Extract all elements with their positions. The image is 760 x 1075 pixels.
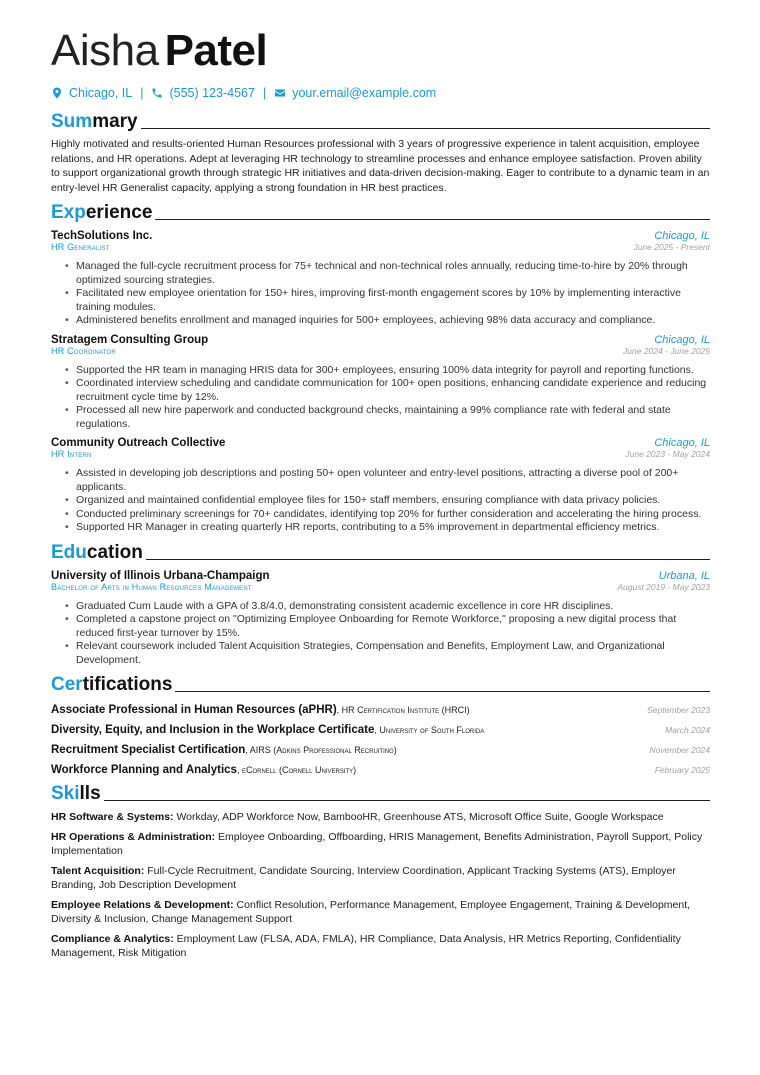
bullet-item: • Assisted in developing job descriptions and posting 50+ open volunteer and entry-level positions, attracting a diverse pool of 200+ applicants.	[76, 467, 710, 494]
bullet-item: • Relevant coursework included Talent Acquisition Strategies, Compensation and Benefits, Employment Law, and Organizational Development.	[76, 640, 710, 667]
skill-value: Workday, ADP Workforce Now, BambooHR, Greenhouse ATS, Microsoft Office Suite, Google Workspace	[173, 811, 664, 823]
section-rule	[155, 219, 710, 220]
section-title	[51, 202, 152, 224]
job-entry	[51, 230, 710, 328]
job-location: Chicago, IL	[654, 230, 710, 242]
job-location: Chicago, IL	[654, 333, 710, 346]
section-rule	[104, 800, 710, 801]
bullet-item: • Administered benefits enrollment and managed inquiries for 500+ employees, achieving 98% data accuracy and compliance.	[76, 314, 710, 328]
certification-item	[51, 704, 710, 716]
certification-name: Diversity, Equity, and Inclusion in the Workplace Certificate	[51, 724, 375, 736]
job-dates: June 2025 - Present	[633, 242, 710, 252]
job-role: HR Generalist	[51, 242, 110, 252]
section-title	[51, 674, 172, 696]
title-accent: Sum	[51, 111, 93, 132]
section-title	[51, 111, 138, 133]
job-dates: June 2024 - June 2025	[623, 345, 710, 356]
skill-group	[51, 898, 710, 927]
job-role: HR Intern	[51, 449, 92, 459]
skill-label: Compliance & Analytics:	[51, 932, 174, 945]
skill-group	[51, 864, 710, 893]
contact-email[interactable]	[274, 86, 436, 100]
bullet-item: • Conducted preliminary screenings for 70+ candidates, identifying top 20% for further consideration and accelerating the hiring process.	[76, 508, 710, 522]
certification-date: November 2024	[649, 745, 710, 755]
bullet-item: • Processed all new hire paperwork and conducted background checks, maintaining a 99% compliance rate with federal and state regulations.	[76, 404, 710, 431]
certification-issuer: , AIRS (Adkins Professional Recruiting)	[245, 745, 397, 755]
phone-icon	[151, 87, 163, 99]
section-title	[51, 542, 143, 564]
summary-text: Highly motivated and results-oriented Human Resources professional with 3 years of progressive experience in talent acquisition, employee relations, and HR operations. Adept at leveraging HR technology to streamline processes and enhance employee satisfaction. Proven ability to support organizational growth through strategic HR initiatives and data-driven decision-making. Eager to contribute to a dynamic team in an entry-level HR Generalist capacity, applying a strong foundation in HR best practices.	[51, 138, 710, 194]
certification-item	[51, 744, 710, 756]
bullet-item: • Completed a capstone project on "Optimizing Employee Onboarding for Remote Workforce," proposing a new digital process that reduced first-year turnover by 15%.	[76, 613, 710, 640]
certification-date: March 2024	[665, 725, 710, 735]
title-rest: cation	[86, 541, 143, 563]
job-company: Stratagem Consulting Group	[51, 333, 209, 346]
section-rule	[141, 128, 710, 129]
contact-phone[interactable]	[151, 86, 254, 100]
bullet-item: • Supported HR Manager in creating quarterly HR reports, contributing to a 5% improvement in departmental efficiency metrics.	[76, 521, 710, 535]
experience-heading	[51, 200, 710, 224]
title-rest: mary	[92, 111, 138, 132]
bullet-item: • Facilitated new employee orientation for 150+ hires, improving first-month engagement scores by 10% by implementing interactive training modules.	[76, 287, 710, 314]
bullet-item: • Coordinated interview scheduling and candidate communication for 100+ open positions, enhancing candidate experience and reducing recruitment cycle time by 12%.	[76, 377, 710, 404]
location-text: Chicago, IL	[69, 86, 133, 100]
section-rule	[146, 559, 710, 560]
school-name: University of Illinois Urbana-Champaign	[51, 569, 270, 582]
email-text: your.email@example.com	[292, 86, 437, 100]
skill-label: Talent Acquisition:	[51, 864, 145, 877]
map-pin-icon	[51, 87, 63, 99]
skill-value: Full-Cycle Recruitment, Candidate Sourcing, Interview Coordination, Applicant Tracking Systems (ATS), Employer Branding, Job Description Development	[51, 864, 676, 891]
job-company: Community Outreach Collective	[51, 437, 226, 449]
title-rest: erience	[85, 202, 153, 223]
title-rest: tifications	[82, 674, 173, 695]
skill-value: Conflict Resolution, Performance Management, Employee Engagement, Training & Development, Diversity & Inclusion, Change Management Support	[51, 898, 691, 925]
section-rule	[175, 691, 710, 692]
education-entry	[51, 570, 710, 668]
job-role: HR Coordinator	[51, 345, 116, 356]
skill-label: HR Operations & Administration:	[51, 830, 216, 843]
bullet-item: • Managed the full-cycle recruitment process for 75+ technical and non-technical roles annually, reducing time-to-hire by 20% through optimized sourcing strategies.	[76, 260, 710, 287]
certification-issuer: , HR Certification Institute (HRCI)	[336, 705, 470, 715]
certification-date: February 2025	[654, 765, 710, 775]
contact-separator: |	[262, 86, 267, 100]
summary-heading	[51, 109, 710, 133]
job-company: TechSolutions Inc.	[51, 230, 153, 242]
job-entry	[51, 437, 710, 535]
job-dates: June 2023 - May 2024	[625, 449, 710, 459]
bullet-item: • Organized and maintained confidential employee files for 150+ staff members, ensuring compliance with data privacy policies.	[76, 494, 710, 508]
degree: Bachelor of Arts in Human Resources Management	[51, 581, 252, 592]
certification-issuer: , University of South Florida	[374, 725, 485, 735]
certification-name: Associate Professional in Human Resources (aPHR)	[51, 704, 337, 716]
skills-heading	[51, 781, 710, 805]
certification-name: Workforce Planning and Analytics	[51, 764, 237, 776]
certification-issuer: , eCornell (Cornell University)	[236, 765, 357, 775]
title-rest: lls	[79, 783, 101, 804]
job-bullets	[51, 260, 710, 328]
title-accent: Cer	[51, 674, 83, 695]
last-name: Patel	[164, 26, 268, 75]
skill-value: Employment Law (FLSA, ADA, FMLA), HR Compliance, Data Analysis, HR Metrics Reporting, Confidentiality Management, Risk Mitigation	[51, 932, 681, 959]
school-location: Urbana, IL	[658, 569, 710, 582]
skill-value: Employee Onboarding, Offboarding, HRIS Management, Benefits Administration, Payroll Support, Policy Implementation	[51, 830, 703, 857]
certification-name: Recruitment Specialist Certification	[51, 744, 246, 756]
job-location: Chicago, IL	[654, 437, 710, 449]
section-title	[51, 783, 101, 805]
envelope-icon	[274, 87, 286, 99]
skill-group	[51, 810, 710, 825]
certification-item	[51, 724, 710, 736]
job-bullets	[51, 467, 710, 535]
skill-group	[51, 830, 710, 859]
title-accent: Exp	[51, 202, 86, 223]
job-bullets	[51, 364, 710, 432]
education-dates: August 2019 - May 2023	[617, 581, 710, 592]
skill-label: HR Software & Systems:	[51, 811, 174, 823]
bullet-item: • Graduated Cum Laude with a GPA of 3.8/4.0, demonstrating consistent academic excellence in core HR disciplines.	[76, 600, 710, 614]
bullet-item: • Supported the HR team in managing HRIS data for 300+ employees, ensuring 100% data integrity for payroll and reporting functions.	[76, 364, 710, 378]
skill-label: Employee Relations & Development:	[51, 898, 234, 911]
first-name: Aisha	[51, 26, 159, 75]
certifications-heading	[51, 672, 710, 696]
skill-group	[51, 932, 710, 961]
certification-date: September 2023	[647, 705, 710, 715]
contact-location	[51, 86, 132, 100]
phone-text: (555) 123-4567	[169, 86, 255, 100]
certification-item	[51, 764, 710, 776]
job-entry	[51, 334, 710, 432]
education-heading	[51, 540, 710, 564]
title-accent: Ski	[51, 783, 80, 804]
education-bullets	[51, 600, 710, 668]
title-accent: Edu	[51, 541, 87, 563]
contact-bar	[51, 82, 710, 104]
candidate-name	[51, 26, 710, 76]
contact-separator: |	[140, 86, 144, 100]
